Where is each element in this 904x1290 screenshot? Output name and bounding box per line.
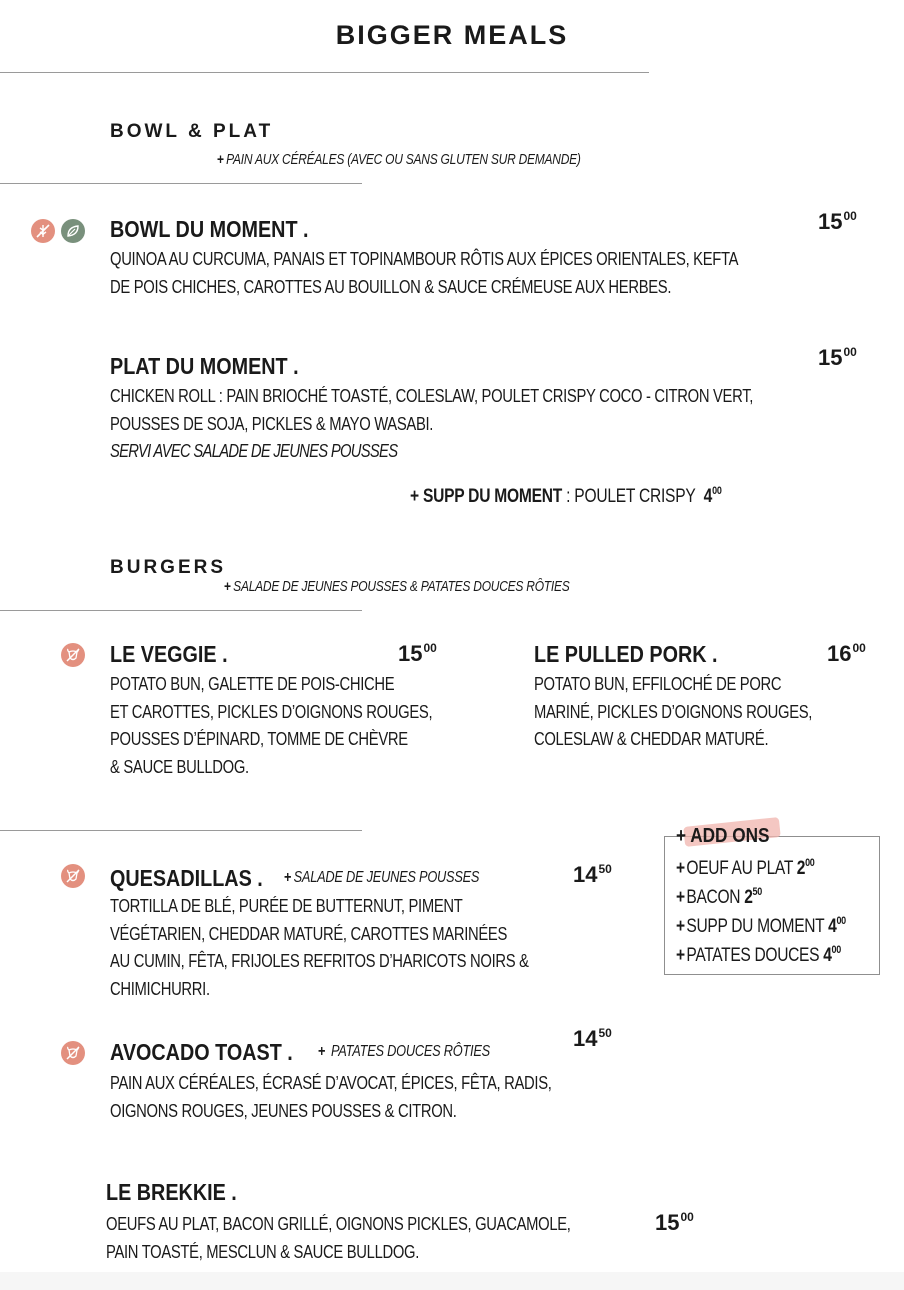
section-subtitle-text: SALADE DE JEUNES POUSSES & PATATES DOUCES RÔTIES bbox=[233, 578, 570, 595]
section-subtitle-bowl-plat bbox=[217, 151, 581, 168]
item-name-quesadillas: QUESADILLAS . bbox=[110, 865, 263, 891]
addon-item bbox=[676, 944, 841, 967]
supp-price-integer: 4 bbox=[703, 486, 713, 507]
item-name-pulled-pork: LE PULLED PORK . bbox=[534, 641, 718, 667]
item-desc-veggie bbox=[110, 670, 432, 780]
price-cents: 50 bbox=[598, 1026, 612, 1040]
item-desc-quesadillas bbox=[110, 892, 529, 1002]
vegetarian-cow-crossed-icon bbox=[61, 643, 85, 667]
item-desc-brekkie bbox=[106, 1210, 571, 1265]
plus-sign: + bbox=[676, 887, 685, 908]
addon-label: OEUF AU PLAT bbox=[686, 858, 793, 879]
item-price-plat bbox=[818, 345, 857, 371]
desc-line: POUSSES D’ÉPINARD, TOMME DE CHÈVRE bbox=[110, 728, 408, 749]
desc-line: PAIN AUX CÉRÉALES, ÉCRASÉ D’AVOCAT, ÉPICES, FÊTA, RADIS, bbox=[110, 1072, 552, 1093]
price-integer: 15 bbox=[818, 345, 843, 370]
desc-line: VÉGÉTARIEN, CHEDDAR MATURÉ, CAROTTES MARINÉES bbox=[110, 922, 508, 944]
desc-line: POUSSES DE SOJA, PICKLES & MAYO WASABI. bbox=[110, 412, 434, 434]
price-cents: 00 bbox=[680, 1210, 694, 1224]
desc-line: DE POIS CHICHES, CAROTTES AU BOUILLON & SAUCE CRÉMEUSE AUX HERBES. bbox=[110, 275, 672, 297]
vegetarian-cow-crossed-icon bbox=[61, 1041, 85, 1065]
plus-sign: + bbox=[217, 151, 224, 168]
desc-line: CHICKEN ROLL : PAIN BRIOCHÉ TOASTÉ, COLESLAW, POULET CRISPY COCO - CITRON VERT, bbox=[110, 385, 754, 406]
plus-sign: + bbox=[676, 825, 687, 847]
page-title: BIGGER MEALS bbox=[335, 20, 569, 50]
price-integer: 14 bbox=[573, 862, 598, 887]
price-cents: 00 bbox=[843, 209, 857, 223]
price-cents: 00 bbox=[843, 345, 857, 359]
price-cents: 00 bbox=[423, 641, 437, 655]
price-integer: 15 bbox=[655, 1210, 680, 1235]
item-name-brekkie: LE BREKKIE . bbox=[106, 1179, 237, 1205]
price-integer: 16 bbox=[827, 641, 852, 666]
desc-line: OIGNONS ROUGES, JEUNES POUSSES & CITRON. bbox=[110, 1099, 457, 1121]
section-divider bbox=[0, 610, 362, 611]
addon-item bbox=[676, 915, 846, 938]
desc-line: POTATO BUN, GALETTE DE POIS-CHICHE bbox=[110, 673, 395, 694]
addon-price-integer: 2 bbox=[796, 858, 806, 879]
supp-text: : POULET CRISPY bbox=[566, 486, 696, 507]
item-desc-bowl bbox=[110, 245, 738, 300]
addons-title bbox=[676, 825, 770, 848]
section-title-bowl-plat: BOWL & PLAT bbox=[110, 121, 274, 142]
vegetarian-cow-crossed-icon bbox=[61, 864, 85, 888]
price-integer: 15 bbox=[818, 209, 843, 234]
item-name-avocado: AVOCADO TOAST . bbox=[110, 1039, 293, 1065]
no-gluten-icon bbox=[31, 219, 55, 243]
plus-sign: + bbox=[410, 486, 419, 507]
addons-title-text: ADD ONS bbox=[690, 825, 770, 847]
desc-line: OEUFS AU PLAT, BACON GRILLÉ, OIGNONS PICKLES, GUACAMOLE, bbox=[106, 1213, 571, 1234]
addon-label: SUPP DU MOMENT bbox=[686, 916, 825, 937]
addon-price-integer: 2 bbox=[744, 887, 753, 908]
item-extra-quesadillas bbox=[284, 869, 479, 887]
desc-line: PAIN TOASTÉ, MESCLUN & SAUCE BULLDOG. bbox=[106, 1240, 420, 1262]
addon-label: BACON bbox=[686, 887, 741, 908]
item-price-avocado bbox=[573, 1026, 612, 1052]
item-name-veggie: LE VEGGIE . bbox=[110, 641, 228, 667]
desc-line: & SAUCE BULLDOG. bbox=[110, 755, 249, 777]
addon-label: PATATES DOUCES bbox=[686, 945, 820, 966]
addon-price-cents: 50 bbox=[752, 886, 762, 898]
item-price-quesadillas bbox=[573, 862, 612, 888]
addon-price-cents: 00 bbox=[831, 944, 841, 956]
supp-label: SUPP DU MOMENT bbox=[422, 486, 563, 507]
desc-line: TORTILLA DE BLÉ, PURÉE DE BUTTERNUT, PIMENT bbox=[110, 895, 463, 916]
item-desc-pulled-pork bbox=[534, 670, 812, 753]
item-desc-avocado bbox=[110, 1069, 552, 1124]
desc-line: QUINOA AU CURCUMA, PANAIS ET TOPINAMBOUR RÔTIS AUX ÉPICES ORIENTALES, KEFTA bbox=[110, 248, 739, 269]
plus-sign: + bbox=[676, 945, 685, 966]
item-price-pulled-pork bbox=[827, 641, 866, 667]
item-price-brekkie bbox=[655, 1210, 694, 1236]
plus-sign: + bbox=[676, 916, 685, 937]
desc-line: ET CAROTTES, PICKLES D’OIGNONS ROUGES, bbox=[110, 700, 433, 722]
addon-price-cents: 00 bbox=[836, 915, 846, 927]
item-price-veggie bbox=[398, 641, 437, 667]
addon-price-integer: 4 bbox=[828, 916, 837, 937]
section-divider bbox=[0, 830, 362, 831]
desc-line: COLESLAW & CHEDDAR MATURÉ. bbox=[534, 728, 769, 749]
addon-item bbox=[676, 857, 814, 880]
desc-line: AU CUMIN, FÊTA, FRIJOLES REFRITOS D’HARICOTS NOIRS & bbox=[110, 950, 529, 971]
supp-price-cents: 00 bbox=[712, 485, 722, 497]
desc-line: MARINÉ, PICKLES D’OIGNONS ROUGES, bbox=[534, 700, 813, 722]
item-note-plat: SERVI AVEC SALADE DE JEUNES POUSSES bbox=[110, 440, 398, 461]
addon-price-integer: 4 bbox=[823, 945, 832, 966]
plus-sign: + bbox=[676, 858, 685, 879]
addon-price-cents: 00 bbox=[805, 857, 815, 869]
section-subtitle-burgers bbox=[224, 578, 570, 595]
title-divider bbox=[0, 72, 649, 73]
plus-sign: + bbox=[318, 1043, 326, 1060]
price-cents: 50 bbox=[598, 862, 612, 876]
plus-sign: + bbox=[284, 869, 292, 886]
item-extra-text: PATATES DOUCES RÔTIES bbox=[330, 1043, 490, 1060]
price-integer: 14 bbox=[573, 1026, 598, 1051]
plus-sign: + bbox=[224, 578, 231, 595]
item-desc-plat bbox=[110, 382, 753, 465]
section-divider bbox=[0, 183, 362, 184]
item-name-plat: PLAT DU MOMENT . bbox=[110, 353, 299, 379]
section-title-burgers: BURGERS bbox=[110, 557, 227, 578]
section-subtitle-text: PAIN AUX CÉRÉALES (AVEC OU SANS GLUTEN SUR DEMANDE) bbox=[226, 151, 581, 168]
item-name-bowl: BOWL DU MOMENT . bbox=[110, 216, 309, 242]
price-cents: 00 bbox=[852, 641, 866, 655]
vegan-leaf-icon bbox=[61, 219, 85, 243]
item-extra-avocado bbox=[318, 1043, 490, 1061]
page-bottom-edge bbox=[0, 1272, 904, 1290]
item-extra-text: SALADE DE JEUNES POUSSES bbox=[293, 869, 480, 886]
addon-item bbox=[676, 886, 762, 909]
price-integer: 15 bbox=[398, 641, 423, 666]
desc-line: POTATO BUN, EFFILOCHÉ DE PORC bbox=[534, 673, 782, 694]
supp-du-moment-line bbox=[410, 485, 722, 508]
desc-line: CHIMICHURRI. bbox=[110, 977, 210, 999]
item-price-bowl bbox=[818, 209, 857, 235]
